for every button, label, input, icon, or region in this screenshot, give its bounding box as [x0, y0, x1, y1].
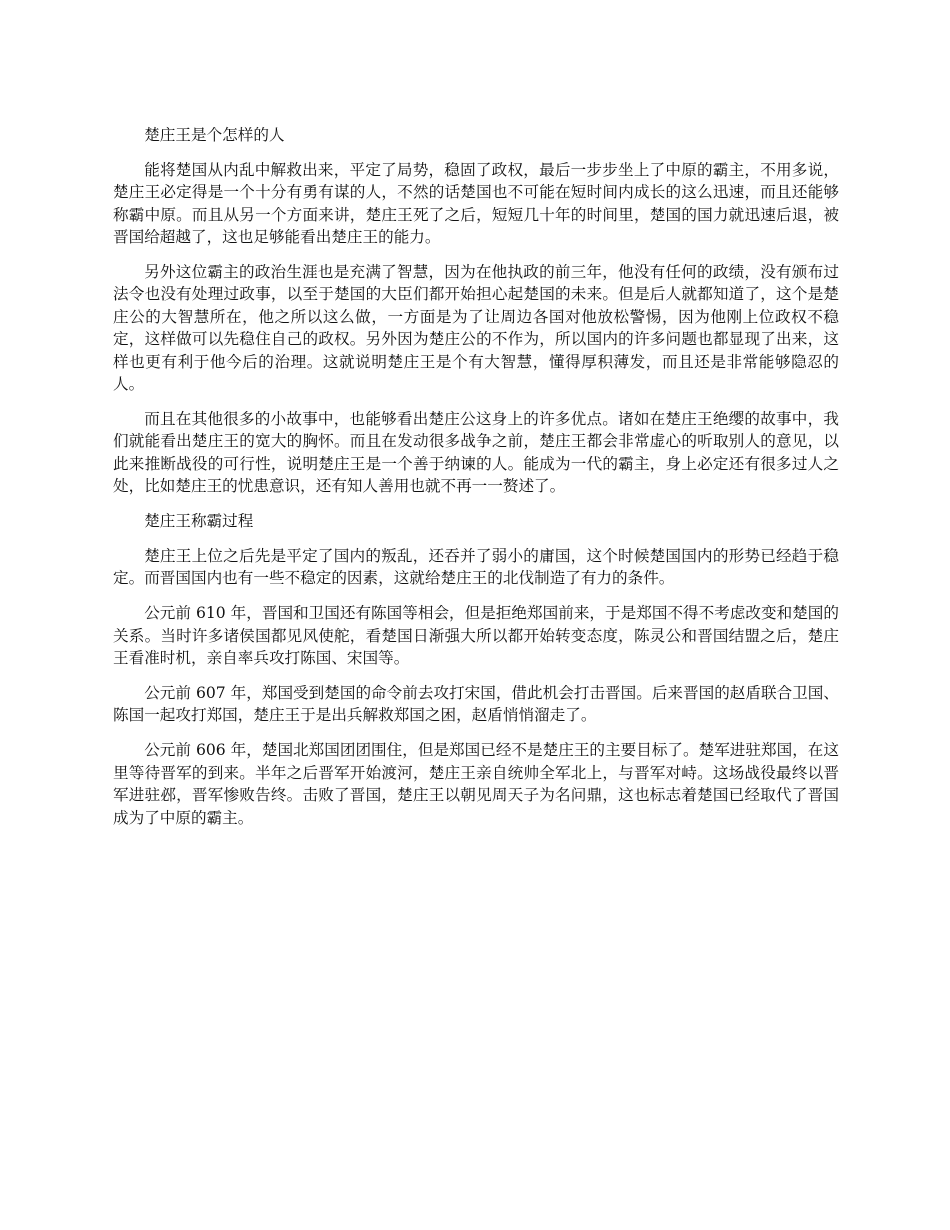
body-paragraph: 而且在其他很多的小故事中，也能够看出楚庄公这身上的许多优点。诸如在楚庄王绝缨的故事中，我们就能看出楚庄王的宽大的胸怀。而且在发动很多战争之前，楚庄王都会非常虚心的听取别人的意见，以此来推断战役的可行性，说明楚庄王是一个善于纳谏的人。能成为一代的霸主，身上必定还有很多过人之处，比如楚庄王的忧患意识，还有知人善用也就不再一一赘述了。	[113, 409, 839, 496]
body-paragraph: 楚庄王上位之后先是平定了国内的叛乱，还吞并了弱小的庸国，这个时候楚国国内的形势已经趋于稳定。而晋国国内也有一些不稳定的因素，这就给楚庄王的北伐制造了有力的条件。	[113, 547, 839, 588]
section-heading: 楚庄王是个怎样的人	[144, 126, 285, 144]
body-paragraph: 另外这位霸主的政治生涯也是充满了智慧，因为在他执政的前三年，他没有任何的政绩，没有颁布过法令也没有处理过政事，以至于楚国的大臣们都开始担心起楚国的未来。但是后人就都知道了，这个是楚庄公的大智慧所在，他之所以这么做，一方面是为了让周边各国对他放松警惕，因为他刚上位政权不稳定，这样做可以先稳住自己的政权。另外因为楚庄公的不作为，所以国内的许多问题也都显现了出来，这样也更有利于他今后的治理。这就说明楚庄王是个有大智慧，懂得厚积薄发，而且还是非常能够隐忍的人。	[113, 263, 839, 394]
body-paragraph: 公元前 607 年，郑国受到楚国的命令前去攻打宋国，借此机会打击晋国。后来晋国的赵盾联合卫国、陈国一起攻打郑国，楚庄王于是出兵解救郑国之困，赵盾悄悄溜走了。	[113, 684, 839, 725]
section-heading: 楚庄王称霸过程	[144, 512, 254, 531]
document-body	[113, 124, 839, 841]
body-paragraph: 能将楚国从内乱中解救出来，平定了局势，稳固了政权，最后一步步坐上了中原的霸主，不用多说，楚庄王必定得是一个十分有勇有谋的人，不然的话楚国也不可能在短时间内成长的这么迅速，而且还能够称霸中原。而且从另一个方面来讲，楚庄王死了之后，短短几十年的时间里，楚国的国力就迅速后退，被晋国给超越了，这也足够能看出楚庄王的能力。	[113, 160, 839, 247]
body-paragraph: 公元前 610 年，晋国和卫国还有陈国等相会，但是拒绝郑国前来，于是郑国不得不考虑改变和楚国的关系。当时许多诸侯国都见风使舵，看楚国日渐强大所以都开始转变态度，陈灵公和晋国结盟之后，楚庄王看准时机，亲自率兵攻打陈国、宋国等。	[113, 604, 839, 668]
body-paragraph: 公元前 606 年，楚国北郑国团团围住，但是郑国已经不是楚庄王的主要目标了。楚军进驻郑国，在这里等待晋军的到来。半年之后晋军开始渡河，楚庄王亲自统帅全军北上，与晋军对峙。这场战役最终以晋军进驻邲，晋军惨败告终。击败了晋国，楚庄王以朝见周天子为名问鼎，这也标志着楚国已经取代了晋国成为了中原的霸主。	[113, 741, 839, 827]
